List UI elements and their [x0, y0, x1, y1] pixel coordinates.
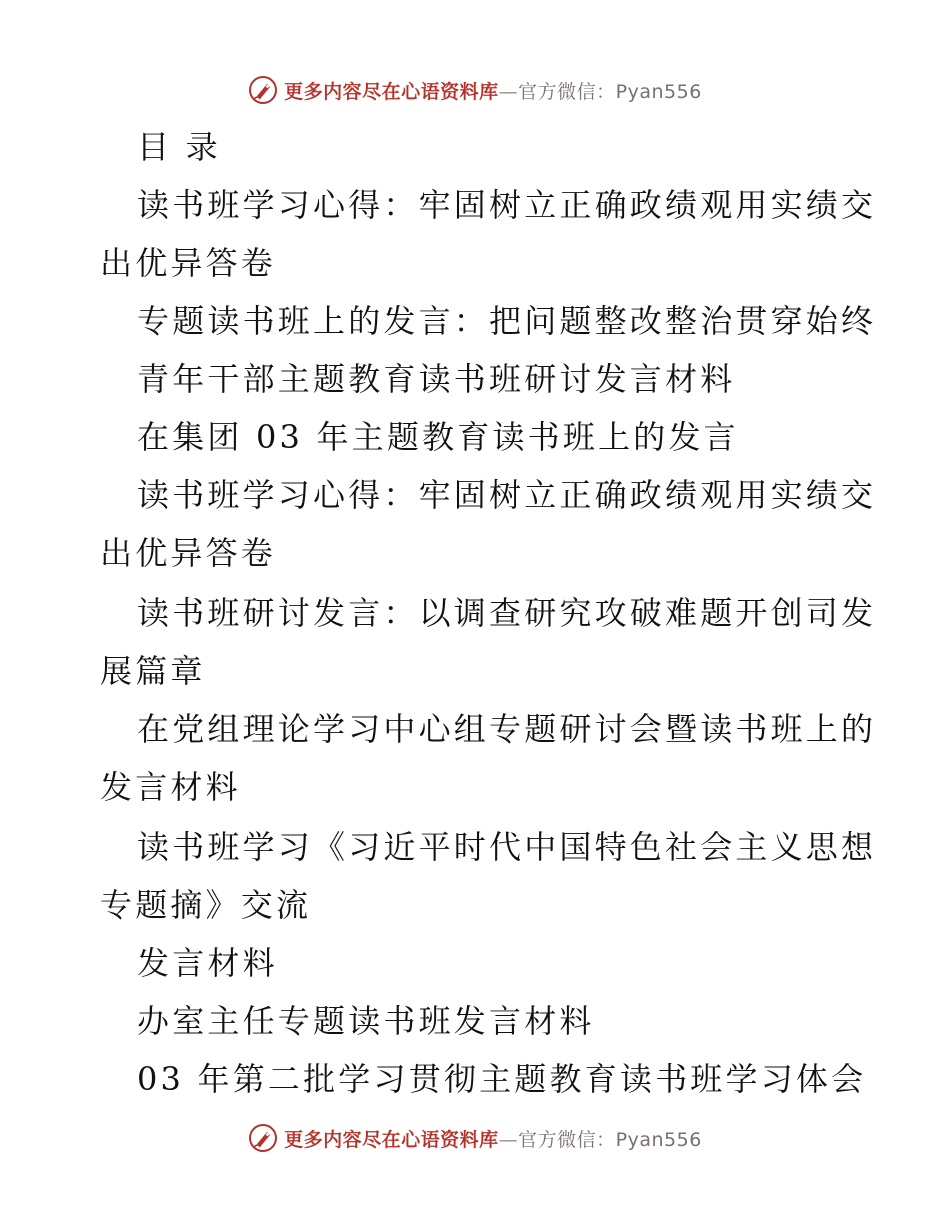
toc-entry: 03 年第二批学习贯彻主题教育读书班学习体会	[137, 1060, 867, 1098]
banner-brand: 更多内容尽在心语资料库	[284, 1128, 499, 1151]
toc-entry: 在集团 03 年主题教育读书班上的发言	[137, 418, 739, 456]
toc-entry-continuation: 展篇章	[100, 652, 206, 690]
banner-brand: 更多内容尽在心语资料库	[284, 80, 499, 103]
toc-entry-continuation: 专题摘》交流	[100, 886, 312, 924]
toc-heading: 目 录	[137, 128, 221, 166]
toc-entry: 专题读书班上的发言：把问题整改整治贯穿始终	[137, 302, 877, 340]
footer-banner	[0, 1120, 950, 1156]
toc-entry-continuation: 出优异答卷	[100, 244, 277, 282]
banner-dash: —	[498, 1128, 519, 1151]
banner-dash: —	[498, 80, 519, 103]
toc-entry-continuation: 发言材料	[100, 768, 241, 806]
banner-contact: 官方微信：Pyan556	[518, 80, 702, 103]
toc-entry-continuation: 出优异答卷	[100, 534, 277, 572]
pen-nib-logo-icon	[248, 1123, 278, 1153]
toc-entry: 读书班学习心得：牢固树立正确政绩观用实绩交	[137, 186, 877, 224]
toc-entry: 发言材料	[137, 944, 278, 982]
toc-entry: 在党组理论学习中心组专题研讨会暨读书班上的	[137, 710, 877, 748]
toc-entry: 读书班学习《习近平时代中国特色社会主义思想	[137, 828, 877, 866]
banner-contact: 官方微信：Pyan556	[518, 1128, 702, 1151]
toc-entry: 读书班学习心得：牢固树立正确政绩观用实绩交	[137, 476, 877, 514]
toc-entry: 办室主任专题读书班发言材料	[137, 1002, 595, 1040]
toc-entry: 青年干部主题教育读书班研讨发言材料	[137, 360, 736, 398]
toc-entry: 读书班研讨发言：以调查研究攻破难题开创司发	[137, 594, 877, 632]
